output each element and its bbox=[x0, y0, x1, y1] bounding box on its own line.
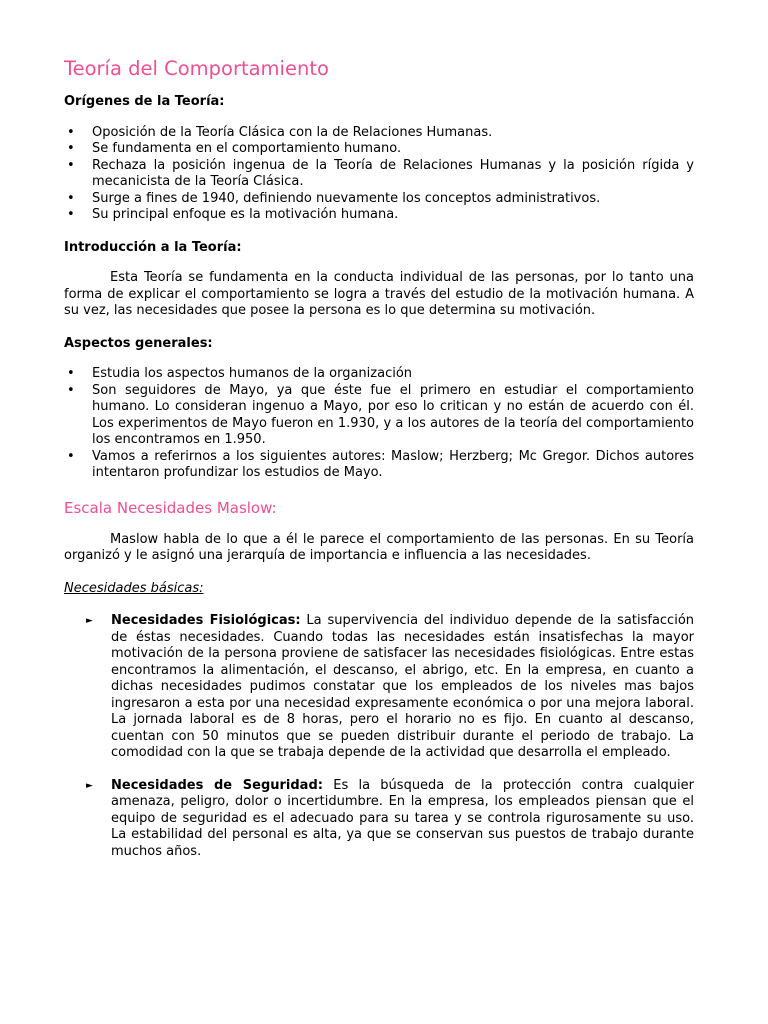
origins-list bbox=[64, 125, 694, 224]
need-description: La supervivencia del individuo depende de la satisfacción de éstas necesidades. Cuando todas las necesidades están insatisfechas la mayor motivación de la persona proviene de satisfacer las necesidades fisiológicas. Entre estas encontramos la alimentación, el descanso, el abrigo, etc. En la empresa, en cuanto a dichas necesidades pudimos constatar que los empleados de los niveles mas bajos ingresaron a esta por una necesidad expresamente económica o por una mejora laboral. La jornada laboral es de 8 horas, pero el horario no es fijo. En cuanto al descanso, cuentan con 50 minutos que se pueden distribuir durante el periodo de trabajo. La comodidad con la que se trabaja depende de la actividad que desarrolla el empleado. bbox=[111, 613, 695, 760]
list-item bbox=[64, 613, 694, 762]
list-item: • Surge a fines de 1940, definiendo nuevamente los conceptos administrativos. bbox=[67, 190, 601, 206]
bullet-icon: • bbox=[67, 190, 75, 206]
bullet-icon: • bbox=[67, 207, 75, 222]
bullet-icon: • bbox=[67, 448, 75, 464]
document-content bbox=[64, 56, 694, 876]
intro-paragraph: Esta Teoría se fundamenta en la conducta individual de las personas, por lo tanto una forma de explicar el comportamiento se logra a través del estudio de la motivación humana. A su vez, las necesidades que posee la persona es lo que determina su motivación. bbox=[64, 270, 694, 318]
list-item: • Estudia los aspectos humanos de la organización bbox=[67, 366, 413, 381]
maslow-heading: Escala Necesidades Maslow: bbox=[64, 498, 277, 517]
bullet-icon: • bbox=[67, 366, 75, 381]
aspects-list bbox=[64, 366, 694, 482]
bullet-icon: • bbox=[67, 382, 75, 398]
need-term: Necesidades de Seguridad: bbox=[111, 777, 323, 793]
list-item: • Su principal enfoque es la motivación humana. bbox=[67, 207, 399, 222]
basic-needs-subheading: Necesidades básicas: bbox=[64, 580, 204, 596]
need-description: Es la búsqueda de la protección contra cualquier amenaza, peligro, dolor o incertidumbre. En la empresa, los empleados piensan que el equipo de seguridad es el adecuado para su tarea y se controla rigurosamente su uso. La estabilidad del personal es alta, ya que se conservan sus puestos de trabajo durante muchos años. bbox=[111, 777, 694, 859]
list-item bbox=[64, 778, 694, 861]
list-item: • Son seguidores de Mayo, ya que éste fue el primero en estudiar el comportamiento humano. Lo consideran ingenuo a Mayo, por eso lo critican y no están de acuerdo con él. Los experimentos de Mayo fueron en 1.930, y a los autores de la teoría del comportamiento los encontramos en 1.950. bbox=[67, 382, 694, 447]
needs-list bbox=[64, 613, 694, 860]
document-title: Teoría del Comportamiento bbox=[64, 57, 329, 80]
aspects-heading: Aspectos generales: bbox=[64, 335, 213, 351]
need-term: Necesidades Fisiológicas: bbox=[111, 613, 301, 628]
list-item: • Vamos a referirnos a los siguientes autores: Maslow; Herzberg; Mc Gregor. Dichos autores intentaron profundizar los estudios de Mayo. bbox=[67, 448, 694, 480]
intro-heading: Introducción a la Teoría: bbox=[64, 239, 242, 255]
list-item: • Se fundamenta en el comportamiento humano. bbox=[67, 141, 402, 156]
bullet-icon: • bbox=[67, 157, 75, 173]
bullet-icon: • bbox=[67, 124, 75, 140]
origins-heading: Orígenes de la Teoría: bbox=[64, 94, 225, 109]
list-item: • Rechaza la posición ingenua de la Teoría de Relaciones Humanas y la posición rígida y mecanicista de la Teoría Clásica. bbox=[67, 157, 694, 189]
bullet-icon: • bbox=[67, 141, 75, 156]
arrow-bullet-icon: ► bbox=[86, 780, 93, 791]
list-item: • Oposición de la Teoría Clásica con la de Relaciones Humanas. bbox=[67, 124, 493, 140]
arrow-bullet-icon: ► bbox=[86, 616, 93, 626]
maslow-paragraph: Maslow habla de lo que a él le parece el comportamiento de las personas. En su Teoría organizó y le asignó una jerarquía de importancia e influencia a las necesidades. bbox=[64, 531, 694, 563]
